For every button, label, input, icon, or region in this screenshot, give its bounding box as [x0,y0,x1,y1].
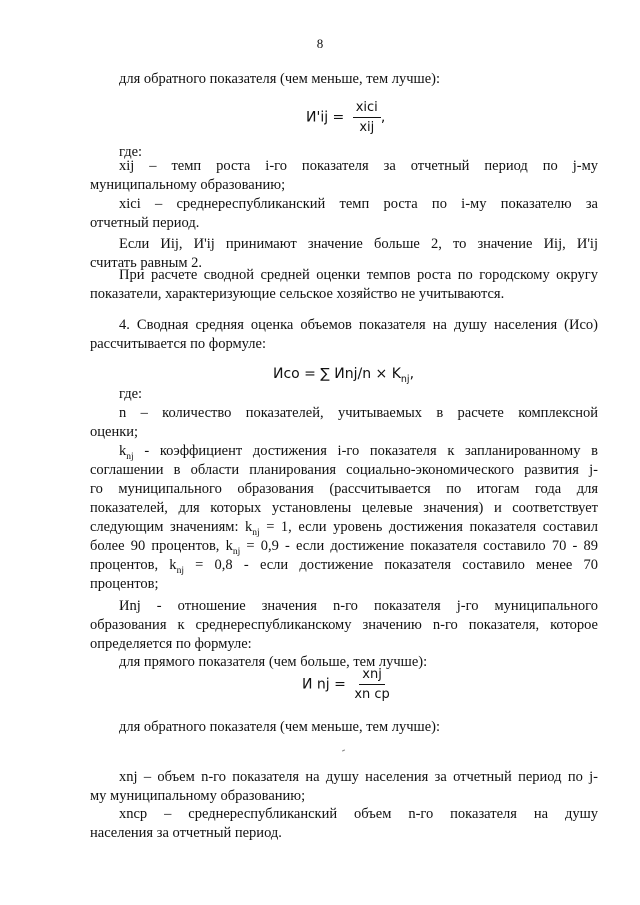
formula-direct-ratio [302,667,390,702]
inverse-indicator-intro-2: для обратного показателя (чем меньше, тем лучше): [119,719,441,735]
k-line6-b: = 0,9 - если достижение показателя составило 70 - 89 [240,538,598,554]
page-number: 8 [316,36,324,51]
formula-numerator: xici [353,100,381,118]
k-line5-b: = 1, если уровень достижения показателя составил [259,519,598,535]
where-label: где: [119,144,143,160]
formula-fraction [353,100,381,135]
ratio-inj-line3: определяется по формуле: [90,636,252,652]
condition-line1: Если Иij, И'ij принимают значение больше 2, то значение Иij, И'ij [119,236,598,252]
formula2-tail: , [409,366,415,382]
k-subscript: nj [232,546,241,557]
definition-xij-line1: xij – темп роста i-го показателя за отчетный период по j-му [119,158,598,174]
urban-district-line1: При расчете сводной средней оценки темпов роста по городскому округу [119,267,598,283]
coefficient-k-line7 [90,556,598,581]
formula3-numerator: xnj [359,667,385,685]
k-subscript: nj [126,451,134,462]
definition-xij-line2: муниципальному образованию; [90,177,286,193]
coefficient-k-line3: го муниципального образования (рассчитывается по итогам года для [90,481,598,497]
formula3-fraction [354,667,389,702]
definition-xncp-line2: населения за отчетный период. [90,825,282,841]
definition-n-line1: n – количество показателей, учитываемых в расчете комплексной [119,405,598,421]
formula-lhs: И'ij = [306,109,345,126]
k-line1-text: - коэффициент достижения i-го показателя к запланированному в [133,443,598,459]
k-line7-a: процентов, k [90,557,177,573]
k-subscript: nj [252,527,260,538]
k-line7-b: = 0,8 - если достижение показателя составило менее 70 [183,557,598,573]
definition-xici-line1: xici – среднереспубликанский темп роста по i-му показателю за [119,196,598,212]
section4-heading-line2: рассчитывается по формуле: [90,336,266,352]
formula-summary-per-capita [273,366,414,385]
formula-tail: , [380,109,386,126]
scan-mark [342,749,345,751]
ratio-inj-line2: образования к среднереспубликанскому значению n-го показателя, которое [90,617,598,633]
formula2-subscript: nj [400,373,410,385]
definition-n-line2: оценки; [90,424,139,440]
coefficient-k-line2: соглашении в области планирования социально-экономического развития j- [90,462,598,478]
k-line5-a: следующим значениям: k [90,519,253,535]
coefficient-k-line8: процентов; [90,576,159,592]
definition-xnj-line1: xnj – объем n-го показателя на душу населения за отчетный период по j- [119,769,598,785]
definition-xncp-line1: xncp – среднереспубликанский объем n-го показателя на душу [119,806,598,822]
condition-line2: считать равным 2. [90,255,203,271]
k-line6-a: более 90 процентов, k [90,538,233,554]
section4-heading-line1: 4. Сводная средняя оценка объемов показателя на душу населения (Исо) [119,317,598,333]
coefficient-k-line4: показателей, для которых установлены целевые значения) и соответствует [90,500,598,516]
formula2-body: Исо = ∑ Иnj/n × K [273,366,401,382]
urban-district-line2: показатели, характеризующие сельское хозяйство не учитываются. [90,286,505,302]
formula3-denominator: xn cp [354,687,390,702]
formula-denominator: xij [359,120,375,135]
where-label-2: где: [119,386,143,402]
formula3-lhs: И nj = [302,676,346,693]
formula-inverse-growth [306,100,385,135]
direct-indicator-intro: для прямого показателя (чем больше, тем лучше): [119,654,428,670]
ratio-inj-line1: Иnj - отношение значения n-го показателя j-го муниципального [119,598,598,614]
inverse-indicator-intro: для обратного показателя (чем меньше, тем лучше): [119,71,441,87]
k-symbol: k [119,443,127,459]
definition-xici-line2: отчетный период. [90,215,200,231]
definition-xnj-line2: му муниципальному образованию; [90,788,306,804]
k-subscript: nj [176,565,184,576]
